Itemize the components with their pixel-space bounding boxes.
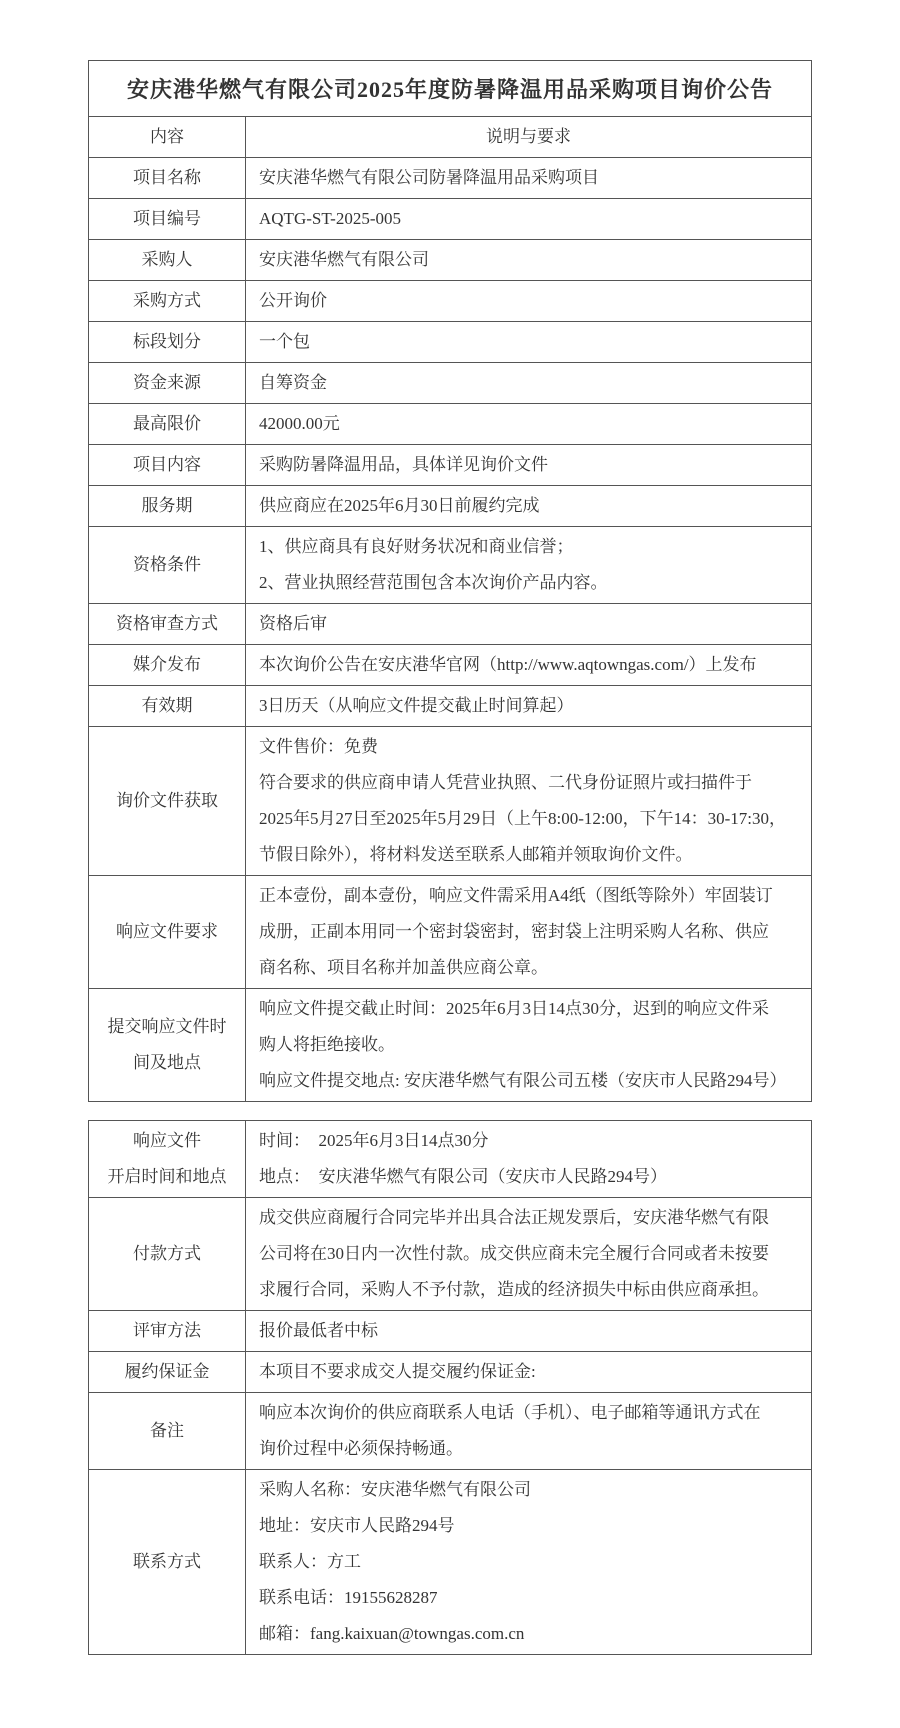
row-value-line: 3日历天（从响应文件提交截止时间算起） [259, 696, 574, 715]
row-value-line: 商名称、项目名称并加盖供应商公章。 [259, 958, 548, 977]
row-value-line: 自筹资金 [259, 373, 327, 392]
document-page [88, 60, 812, 1655]
row-label-line: 服务期 [141, 496, 193, 515]
table-row [89, 363, 811, 404]
table-row [89, 1311, 811, 1352]
row-label-cell [89, 486, 246, 526]
table-row [89, 876, 811, 989]
row-value-cell [246, 686, 811, 726]
row-value-line: 1、供应商具有良好财务状况和商业信誉； [259, 537, 574, 556]
table-row [89, 604, 811, 645]
row-value-line: 询价过程中必须保持畅通。 [259, 1439, 463, 1458]
row-label-line: 付款方式 [133, 1244, 201, 1263]
row-label-line: 项目名称 [133, 168, 201, 187]
row-value-line: 地址：安庆市人民路294号 [259, 1516, 455, 1535]
row-label-cell [89, 645, 246, 685]
row-label-line: 资金来源 [133, 373, 201, 392]
row-value-line: 安庆港华燃气有限公司 [259, 250, 429, 269]
table-row [89, 199, 811, 240]
table-row [89, 1470, 811, 1654]
row-label-line: 提交响应文件时 [107, 1017, 227, 1036]
row-label-cell [89, 1198, 246, 1310]
table-row [89, 486, 811, 527]
row-label-line: 联系方式 [133, 1552, 201, 1571]
row-label-cell [89, 727, 246, 875]
row-value-line: 采购人名称：安庆港华燃气有限公司 [259, 1480, 531, 1499]
row-value-cell [246, 604, 811, 644]
row-value-cell [246, 727, 811, 875]
table-row [89, 727, 811, 876]
row-value-cell [246, 363, 811, 403]
row-label-line: 评审方法 [133, 1321, 201, 1340]
row-label-cell [89, 445, 246, 485]
row-label-line: 响应文件 [133, 1131, 201, 1150]
table-row [89, 686, 811, 727]
row-value-cell [246, 404, 811, 444]
table-row [89, 281, 811, 322]
table-row [89, 158, 811, 199]
row-value-line: 邮箱：fang.kaixuan@towngas.com.cn [259, 1624, 525, 1643]
row-label-cell [89, 1470, 246, 1654]
row-value-cell [246, 1352, 811, 1392]
row-label-line: 备注 [150, 1421, 184, 1440]
row-value-line: 联系电话：19155628287 [259, 1588, 438, 1607]
row-label-cell [89, 604, 246, 644]
row-label-line: 最高限价 [133, 414, 201, 433]
row-value-line: 响应文件提交截止时间：2025年6月3日14点30分，迟到的响应文件采 [259, 999, 769, 1018]
row-value-cell [246, 1311, 811, 1351]
row-value-cell [246, 322, 811, 362]
table-row [89, 404, 811, 445]
row-value-line: 响应本次询价的供应商联系人电话（手机）、电子邮箱等通讯方式在 [259, 1403, 761, 1422]
row-value-line: 成册，正副本用同一个密封袋密封，密封袋上注明采购人名称、供应 [259, 922, 769, 941]
row-label-cell [89, 1352, 246, 1392]
row-label-cell [89, 1311, 246, 1351]
row-value-line: 资格后审 [259, 614, 327, 633]
row-value-line: 报价最低者中标 [259, 1321, 378, 1340]
row-label-cell [89, 158, 246, 198]
announcement-table-secondary [88, 1120, 812, 1655]
row-value-line: 采购防暑降温用品，具体详见询价文件 [259, 455, 548, 474]
row-value-cell [246, 240, 811, 280]
row-label-line: 采购方式 [133, 291, 201, 310]
row-value-cell [246, 281, 811, 321]
row-label-cell [89, 199, 246, 239]
row-label-line: 间及地点 [133, 1053, 201, 1072]
row-value-line: 2、营业执照经营范围包含本次询价产品内容。 [259, 573, 608, 592]
row-label-cell [89, 281, 246, 321]
row-label-line: 项目内容 [133, 455, 201, 474]
row-value-cell [246, 1393, 811, 1469]
header-content-column [89, 117, 246, 157]
row-value-line: 符合要求的供应商申请人凭营业执照、二代身份证照片或扫描件于 [259, 773, 752, 792]
row-value-line: 安庆港华燃气有限公司防暑降温用品采购项目 [259, 168, 599, 187]
table-body-main [89, 158, 811, 1101]
row-value-line: 正本壹份，副本壹份，响应文件需采用A4纸（图纸等除外）牢固装订 [259, 886, 773, 905]
row-label-cell [89, 363, 246, 403]
row-value-line: 本次询价公告在安庆港华官网（http://www.aqtowngas.com/）上发布 [259, 655, 757, 674]
row-value-cell [246, 989, 811, 1101]
row-value-line: 节假日除外），将材料发送至联系人邮箱并领取询价文件。 [259, 845, 693, 864]
table-row [89, 240, 811, 281]
row-value-line: AQTG-ST-2025-005 [259, 209, 401, 228]
row-label-line: 履约保证金 [124, 1362, 210, 1381]
announcement-table-main [88, 60, 812, 1102]
table-row [89, 1121, 811, 1198]
row-label-line: 项目编号 [133, 209, 201, 228]
row-value-line: 2025年5月27日至2025年5月29日（上午8:00-12:00，下午14：30-17:30， [259, 809, 786, 828]
row-value-cell [246, 486, 811, 526]
row-label-cell [89, 876, 246, 988]
row-label-cell [89, 240, 246, 280]
row-label-cell [89, 1393, 246, 1469]
row-value-cell [246, 645, 811, 685]
row-value-line: 供应商应在2025年6月30日前履约完成 [259, 496, 540, 515]
row-value-cell [246, 1121, 811, 1197]
row-value-line: 地点： 安庆港华燃气有限公司（安庆市人民路294号） [259, 1167, 667, 1186]
row-value-line: 求履行合同，采购人不予付款，造成的经济损失中标由供应商承担。 [259, 1280, 769, 1299]
document-title: 安庆港华燃气有限公司2025年度防暑降温用品采购项目询价公告 [126, 77, 773, 102]
table-row [89, 1198, 811, 1311]
row-value-cell [246, 527, 811, 603]
table-row [89, 989, 811, 1101]
header-description-column [246, 117, 811, 157]
row-label-line: 资格审查方式 [116, 614, 218, 633]
row-label-cell [89, 322, 246, 362]
row-value-line: 成交供应商履行合同完毕并出具合法正规发票后，安庆港华燃气有限 [259, 1208, 769, 1227]
table-header-row [89, 117, 811, 158]
header-content-label: 内容 [150, 127, 184, 146]
row-label-line: 有效期 [141, 696, 193, 715]
table-row [89, 322, 811, 363]
row-value-line: 公开询价 [259, 291, 327, 310]
row-value-cell [246, 876, 811, 988]
row-value-line: 联系人：方工 [259, 1552, 361, 1571]
table-row [89, 445, 811, 486]
table-row [89, 645, 811, 686]
row-label-cell [89, 527, 246, 603]
row-value-cell [246, 158, 811, 198]
table-row [89, 1393, 811, 1470]
row-value-line: 一个包 [259, 332, 310, 351]
row-value-line: 42000.00元 [259, 414, 340, 433]
row-label-cell [89, 989, 246, 1101]
row-label-cell [89, 404, 246, 444]
row-label-line: 标段划分 [133, 332, 201, 351]
row-label-line: 响应文件要求 [116, 922, 218, 941]
row-label-line: 资格条件 [133, 555, 201, 574]
row-label-line: 询价文件获取 [116, 791, 218, 810]
title-row [89, 61, 811, 117]
row-value-line: 购人将拒绝接收。 [259, 1035, 395, 1054]
table-body-secondary [89, 1121, 811, 1654]
row-value-cell [246, 445, 811, 485]
table-row [89, 1352, 811, 1393]
row-value-line: 时间： 2025年6月3日14点30分 [259, 1131, 489, 1150]
row-value-line: 响应文件提交地点: 安庆港华燃气有限公司五楼（安庆市人民路294号） [259, 1071, 787, 1090]
row-label-cell [89, 686, 246, 726]
row-value-line: 公司将在30日内一次性付款。成交供应商未完全履行合同或者未按要 [259, 1244, 769, 1263]
header-description-label: 说明与要求 [486, 127, 571, 146]
row-value-line: 文件售价：免费 [259, 737, 378, 756]
row-label-cell [89, 1121, 246, 1197]
row-value-cell [246, 1198, 811, 1310]
table-row [89, 527, 811, 604]
row-value-cell [246, 199, 811, 239]
row-label-line: 媒介发布 [133, 655, 201, 674]
row-value-line: 本项目不要求成交人提交履约保证金: [259, 1362, 536, 1381]
row-label-line: 采购人 [141, 250, 193, 269]
row-label-line: 开启时间和地点 [107, 1167, 227, 1186]
row-value-cell [246, 1470, 811, 1654]
